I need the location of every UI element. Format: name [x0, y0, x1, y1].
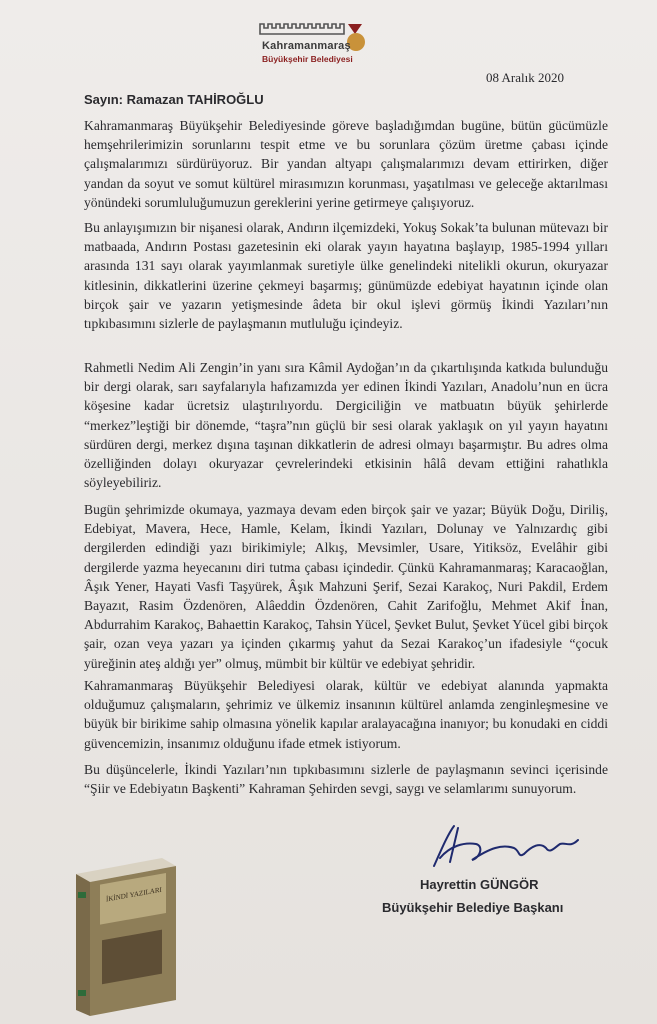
handwritten-signature — [420, 818, 600, 878]
paragraph-1: Kahramanmaraş Büyükşehir Belediyesinde göreve başladığımdan bugüne, bütün gücümüzle hemşehrilerimizin sorunlarını tespit etme ve bu sorunlara çözüm üretme çabası içinde çalışmalarımızı sürdürüyoruz. Bir yandan altyapı çalışmalarımızı devam ettirirken, diğer yandan da soyut ve somut kültürel mirasımızın korunması, yaşatılması ve geleceğe aktarılması yönündeki sorumluluğumuzun gereklerini yerine getirmeye çalışıyoruz. — [84, 118, 608, 210]
book-title-text: İKİNDİ YAZILARI — [106, 885, 162, 904]
paragraph-4: Bugün şehrimizde okumaya, yazmaya devam eden birçok şair ve yazar; Büyük Doğu, Diriliş, Edebiyat, Mavera, Hece, Hamle, Kelam, İkindi Yazıları, Dolunay ve Yalnızardıç gibi dergilerden edindiği yazı birikimiyle; Alkış, Mevsimler, Usare, Yitiksöz, Evelâhir gibi dergilerde yazma heyecanını diri tutma çabası içindedir. Çünkü Kahramanmaraş; Karacaoğlan, Âşık Yener, Hayati Vasfi Taşyürek, Âşık Mahzuni Şerif, Sezai Karakoç, Nuri Pakdil, Erdem Bayazıt, Rasim Özdenören, Alâeddin Özdenören, Cahit Zarifoğlu, Mehmet Akif İnan, Abdurrahim Karakoç, Bahaettin Karakoç, Tahsin Yücel, Şevket Bulut, Şevket Yücel gibi birçok şair, ozan veya yazarı ya içinden çıkarmış yahut da Sezai Karakoç’un ifadesiyle “çocuk yüreğinin ateş aldığı yer” olmuş, mümbit bir kültür ve edebiyat şehridir. — [84, 502, 608, 671]
salutation: Sayın: Ramazan TAHİROĞLU — [84, 92, 264, 107]
paragraph-6: Bu düşüncelerle, İkindi Yazıları’nın tıpkıbasımını sizlerle de paylaşmanın sevinci içerisinde “Şiir ve Edebiyatın Başkenti” Kahraman Şehirden sevgi, saygı ve selamlarımı sunuyorum. — [84, 762, 608, 797]
signatory-name: Hayrettin GÜNGÖR — [420, 877, 539, 892]
book-cover-image — [58, 852, 188, 1020]
paragraph-3: Rahmetli Nedim Ali Zengin’in yanı sıra Kâmil Aydoğan’ın da çıkartılışında katkıda bulunduğu bir dergi olarak, sarı sayfalarıyla hafızamızda yer edinen İkindi Yazıları, Anadolu’nun en ücra köşesine kadar ücretsiz ulaştırılıyordu. Dergiciliğin ve matbuatın büyük şehirlerde “merkez”leştiği bir dönemde, “taşra”nın güçlü bir sesi olarak yaklaşık on yıl yayın hayatını sürdüren dergi, merkez dışına taşınan dikkatlerin de adresi olmayı başarmıştır. Bu adres olma özelliğinden dolayı okuryazar çevrelerindeki etkisinin hâlâ devam ettiğini rahatlıkla söyleyebiliriz. — [84, 360, 608, 491]
logo-line-2: Büyükşehir Belediyesi — [262, 54, 353, 64]
paragraph-2: Bu anlayışımızın bir nişanesi olarak, Andırın ilçemizdeki, Yokuş Sokak’ta bulunan mütevazı bir matbaada, Andırın Postası gazetesinin eki olarak yayın hayatına başlayıp, 1985-1994 yılları arasında 131 sayı olarak yayımlanmak suretiyle ülke genelindeki nitelikli okurun, okuryazar kitlesinin, dikkatlerini üzerine çekmeyi başarmış; günümüzde edebiyat hayatının içinde olan birçok şair ve yazarın yetişmesinde âdeta bir okul işlevi görmüş İkindi Yazıları’nın tıpkıbasımını sizlerle de paylaşmanın mutluluğu içindeyiz. — [84, 220, 608, 332]
paragraph-5: Kahramanmaraş Büyükşehir Belediyesi olarak, kültür ve edebiyat alanında yapmakta olduğumuz çalışmaların, şehrimiz ve ülkemiz insanının kültürel anlamda zenginleşmesine ve büyük bir birikime sahip olmasına yönelik kapılar aralayacağına inanıyor; bu konudaki en ciddi güvencemizin, insanımız olduğunu ifade etmek istiyorum. — [84, 678, 608, 751]
letter-date: 08 Aralık 2020 — [486, 70, 564, 85]
municipality-logo — [248, 16, 408, 64]
signatory-title: Büyükşehir Belediye Başkanı — [382, 900, 564, 915]
logo-line-1: Kahramanmaraş — [262, 40, 351, 52]
